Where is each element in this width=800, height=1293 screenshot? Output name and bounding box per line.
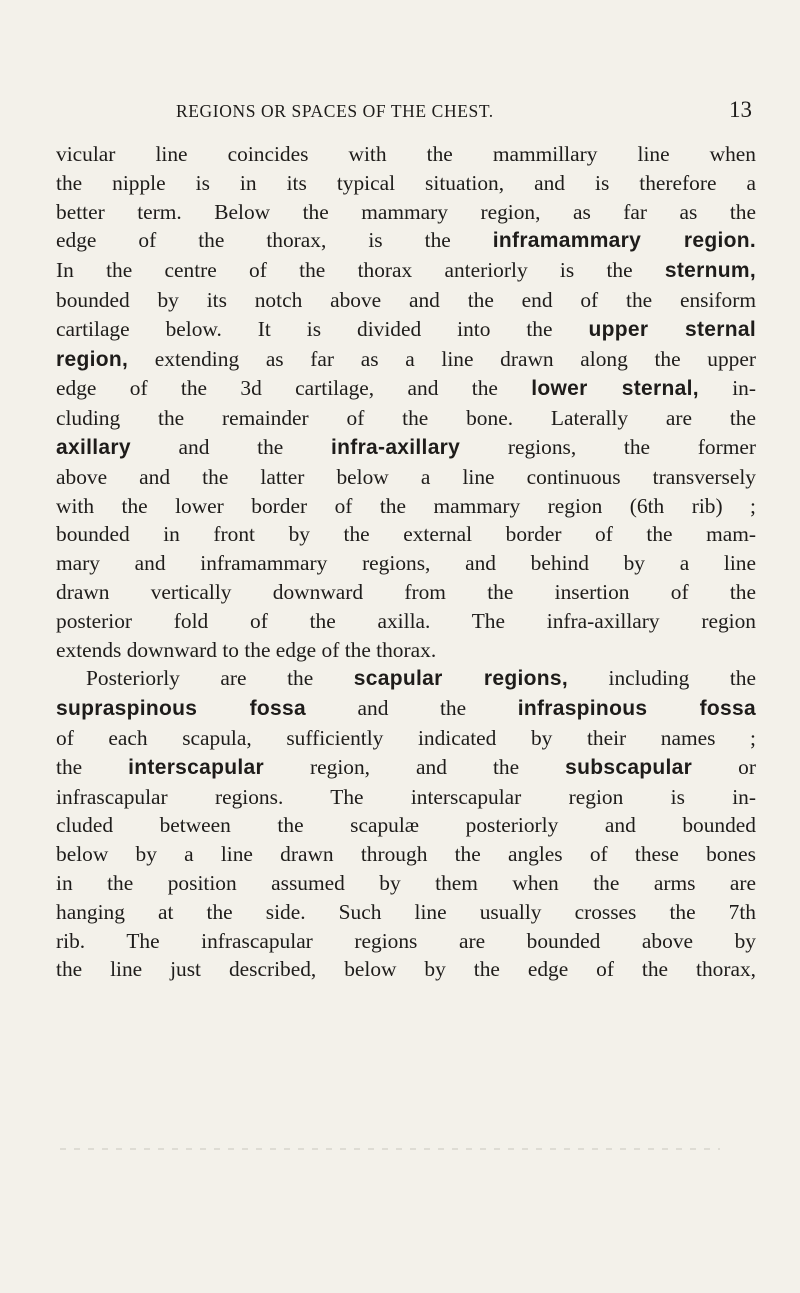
page-number: 13	[729, 97, 752, 122]
text-line-7: cartilage below. It is divided into the upper sternal	[56, 316, 756, 341]
text-line-19: Posteriorly are the scapular regions, including the	[86, 666, 756, 691]
term-lower-sternal: lower sternal,	[531, 377, 699, 401]
term-axillary: axillary	[56, 435, 131, 459]
text-line-24: cluded between the scapulæ posteriorly and bounded	[56, 813, 756, 838]
term-sternum: sternum,	[664, 259, 756, 283]
text-line-27: hanging at the side. Such line usually crosses the 7th	[56, 899, 756, 924]
text-line-21: of each scapula, sufficiently indicated by their names ;	[56, 725, 756, 750]
body-text	[56, 140, 756, 984]
text-line-1: vicular line coincides with the mammillary line when	[56, 142, 756, 166]
text-line-4: edge of the thorax, is the inframammary region.	[56, 228, 756, 253]
term-upper-sternal: upper sternal	[588, 317, 756, 341]
text-line-26: in the position assumed by them when the arms are	[56, 870, 756, 895]
text-line-25: below by a line drawn through the angles of these bones	[56, 842, 756, 867]
text-line-2: the nipple is in its typical situation, and is therefore a	[56, 170, 756, 195]
text-line-22: the interscapular region, and the subscapular or	[56, 754, 756, 779]
text-line-5: In the centre of the thorax anteriorly is the sternum,	[56, 258, 756, 283]
scan-artifact-divider	[60, 1148, 720, 1150]
text-line-17: posterior fold of the axilla. The infra-axillary region	[56, 608, 756, 633]
term-infra-axillary: infra-axillary	[331, 435, 461, 459]
running-title: REGIONS OR SPACES OF THE CHEST.	[176, 101, 494, 121]
running-head	[56, 98, 752, 128]
term-region: region,	[56, 347, 129, 371]
text-line-23: infrascapular regions. The interscapular region is in-	[56, 784, 756, 809]
term-scapular-regions: scapular regions,	[353, 667, 568, 691]
text-line-11: axillary and the infra-axillary regions, the former	[56, 434, 756, 459]
text-line-12: above and the latter below a line continuous transversely	[56, 464, 756, 489]
term-inframammary-region: inframammary region.	[492, 229, 756, 253]
text-line-18: extends downward to the edge of the thorax.	[56, 637, 437, 662]
text-line-6: bounded by its notch above and the end of the ensiform	[56, 287, 756, 312]
text-line-15: mary and inframammary regions, and behind by a line	[56, 551, 756, 576]
text-line-14: bounded in front by the external border of the mam-	[56, 522, 756, 547]
text-line-13: with the lower border of the mammary region (6th rib) ;	[56, 493, 756, 518]
text-line-10: cluding the remainder of the bone. Laterally are the	[56, 406, 756, 431]
term-subscapular: subscapular	[565, 755, 693, 779]
term-interscapular: interscapular	[128, 755, 264, 779]
term-supraspinous-fossa: supraspinous fossa	[56, 697, 306, 721]
text-line-9: edge of the 3d cartilage, and the lower sternal, in-	[56, 376, 756, 401]
text-line-8: region, extending as far as a line drawn along the upper	[56, 346, 756, 371]
text-line-28: rib. The infrascapular regions are bounded above by	[56, 928, 756, 953]
text-line-20: supraspinous fossa and the infraspinous fossa	[56, 696, 756, 721]
term-infraspinous-fossa: infraspinous fossa	[517, 697, 756, 721]
text-line-29: the line just described, below by the edge of the thorax,	[56, 957, 756, 982]
text-line-3: better term. Below the mammary region, as far as the	[56, 199, 756, 224]
text-line-16: drawn vertically downward from the insertion of the	[56, 579, 756, 604]
